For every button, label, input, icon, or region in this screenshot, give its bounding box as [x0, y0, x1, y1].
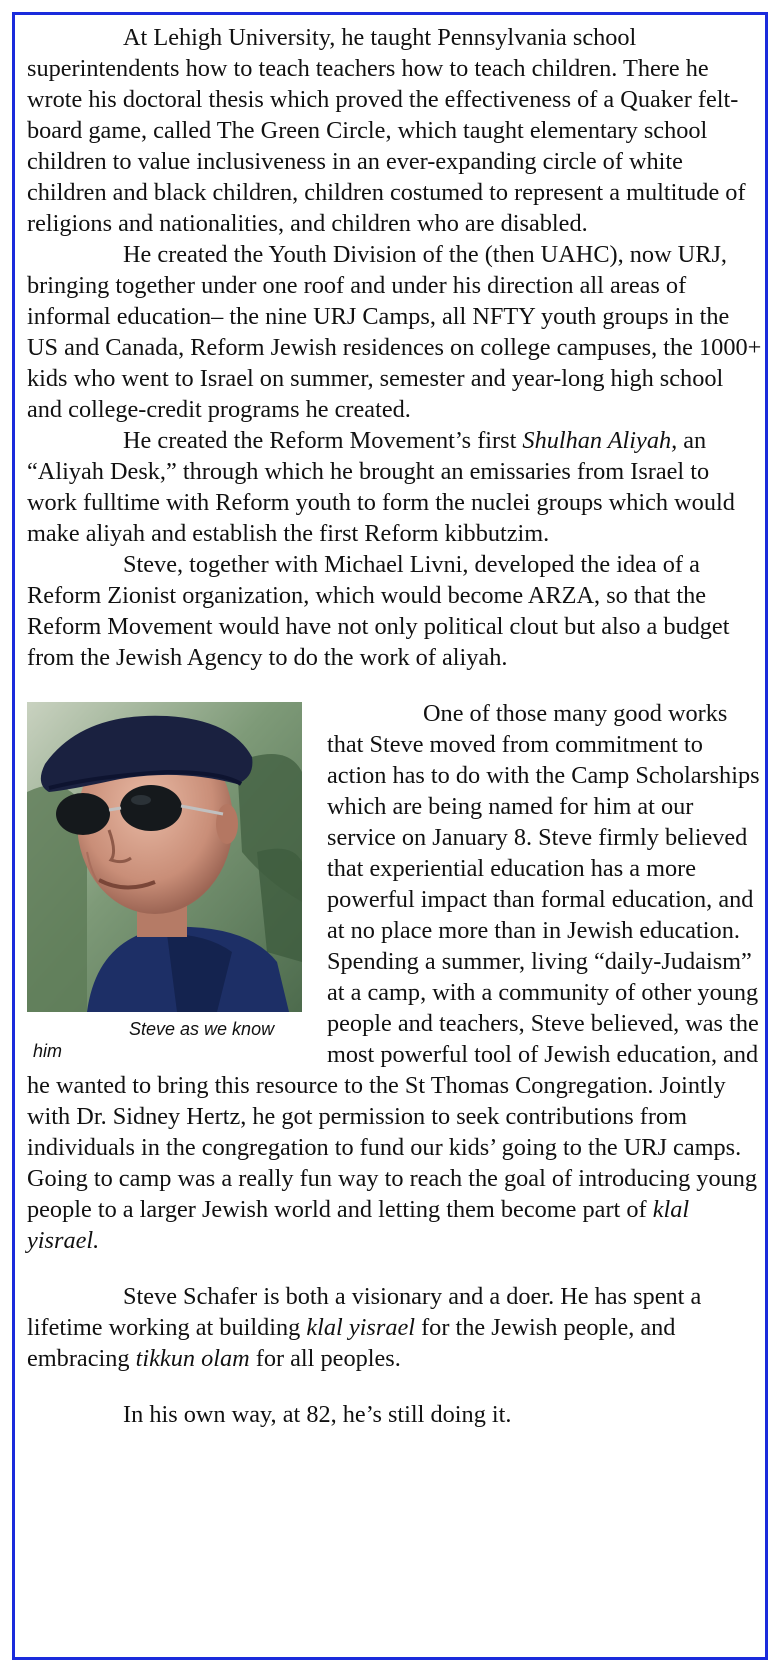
steve-photo	[27, 702, 302, 1012]
article-body	[27, 22, 762, 1430]
paragraph-gap	[27, 673, 762, 698]
visionary-text-1: Steve Schafer is both a visionary and a doer. He has spent a lifetime working at building	[27, 1283, 702, 1341]
paragraph-lehigh: At Lehigh University, he taught Pennsylvania school superintendents how to teach teachers how to teach children. There he wrote his doctoral thesis which proved the effectiveness of a Quaker felt-board game, called The Green Circle, which taught elementary school children to value inclusiveness in an ever-expanding circle of white children and black children, children costumed to represent a multitude of religions and nationalities, and children who are disabled.	[27, 24, 746, 237]
paragraph-camp-scholarships	[27, 698, 762, 1256]
visionary-text-3: for all peoples.	[249, 1345, 401, 1372]
aliyah-text-before: He created the Reform Movement’s first	[123, 427, 523, 454]
paragraph-youth-division: He created the Youth Division of the (then UAHC), now URJ, bringing together under one roof and under his direction all areas of informal education– the nine URJ Camps, all NFTY youth groups in the US and Canada, Reform Jewish residences on college campuses, the 1000+ kids who went to Israel on summer, semester and year-long high school and college-credit programs he created.	[27, 241, 762, 423]
paragraph-gap	[27, 1256, 762, 1281]
paragraph-arza: Steve, together with Michael Livni, developed the idea of a Reform Zionist organization, which would become ARZA, so that the Reform Movement would have not only political clout but also a budget from the Jewish Agency to do the work of aliyah.	[27, 551, 730, 671]
paragraph-still-doing-it: In his own way, at 82, he’s still doing it.	[123, 1401, 512, 1428]
photo-caption: Steve as we know him	[33, 1019, 275, 1061]
camp-scholarships-text: One of those many good works that Steve moved from commitment to action has to do with the Camp Scholarships which are being named for him at our service on January 8. Steve firmly believed that experiential education has a more powerful impact than formal education, and at no place more than in Jewish education. Spending a summer, living “daily-Judaism” at a camp, with a community of other young people and teachers, Steve believed, was the most powerful tool of Jewish education, and he wanted to bring this resource to the St Thomas Congregation. Jointly with Dr. Sidney Hertz, he got permission to seek contributions from individuals in the congregation to fund our kids’ going to the URJ camps. Going to camp was a really fun way to reach the goal of introducing young people to a larger Jewish world and letting them become part of	[27, 700, 760, 1223]
tikkun-olam-term: tikkun olam	[135, 1345, 250, 1372]
paragraph-aliyah-desk	[27, 425, 762, 549]
visionary-text-2: for the Jewish people, and embracing	[27, 1314, 676, 1372]
klal-yisrael-term: klal yisrael.	[27, 1196, 690, 1254]
aliyah-text-after: an “Aliyah Desk,” through which he brought an emissaries from Israel to work fulltime with Reform youth to form the nuclei groups which would make aliyah and establish the first Reform kibbutzim.	[27, 427, 735, 547]
paragraph-gap	[27, 1374, 762, 1399]
klal-yisrael-term-2: klal yisrael	[306, 1314, 416, 1341]
paragraph-visionary	[27, 1281, 762, 1374]
shulhan-aliyah-term: Shulhan Aliyah,	[522, 427, 678, 454]
photo-figure	[27, 702, 307, 1062]
